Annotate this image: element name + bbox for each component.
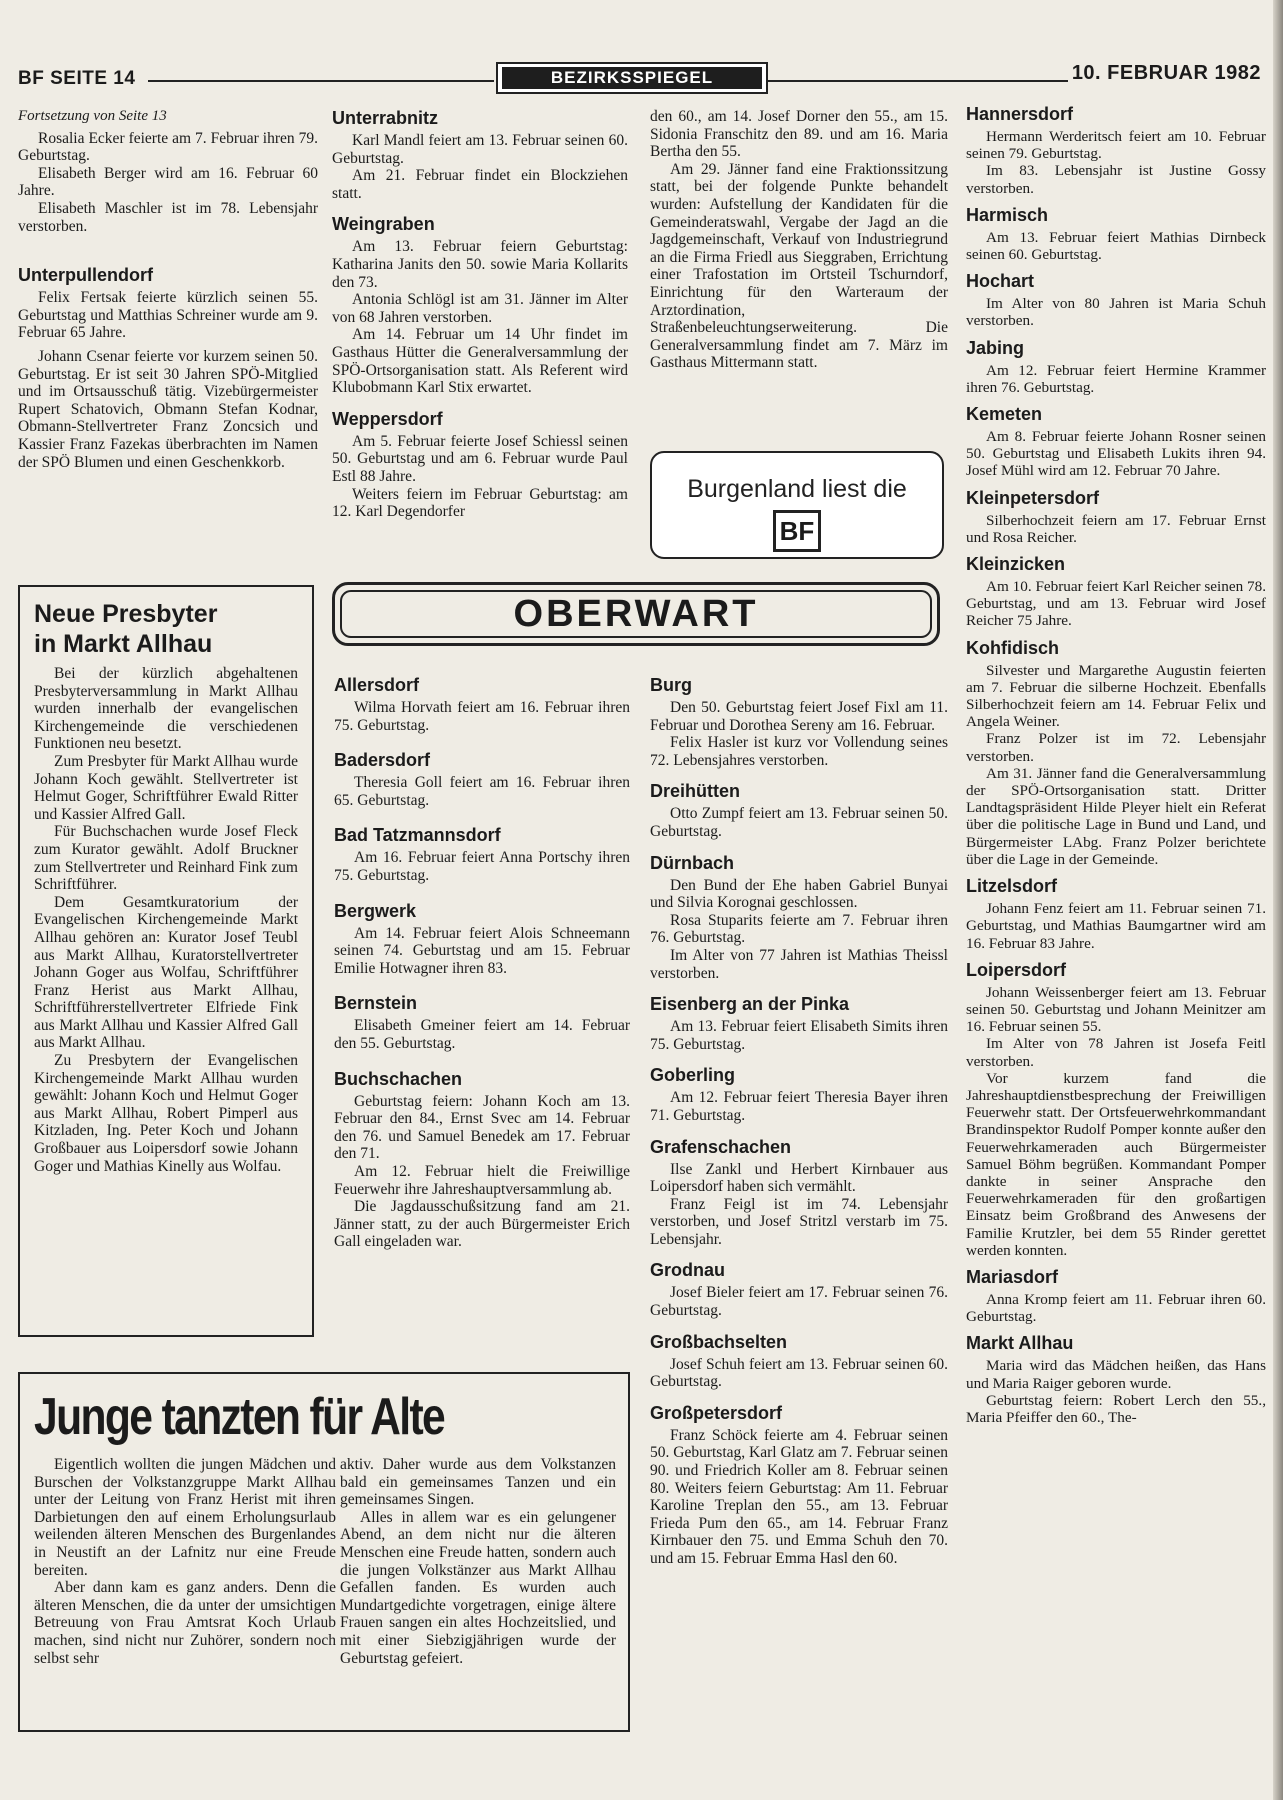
heading-mariasdorf: Mariasdorf xyxy=(966,1266,1059,1287)
paragraph: Rosalia Ecker feierte am 7. Februar ihren 79. Geburtstag. xyxy=(18,129,318,165)
heading-kemeten: Kemeten xyxy=(966,404,1043,425)
heading-kohfidisch: Kohfidisch xyxy=(966,637,1059,658)
paragraph: Die Jagdausschußsitzung fand am 21. Jänner statt, zu der auch Bürgermeister Erich Gall eingeladen war. xyxy=(334,1198,630,1251)
paragraph: Franz Schöck feierte am 4. Februar seinen 50. Geburtstag, Karl Glatz am 7. Februar seinen 90. und Friedrich Koller am 8. Februar seinen 80. Weiters feiern Geburtstag: Am 11. Februar Karoline Treplan den 55., am 13. Februar Frieda Pum den 65., am 14. Februar Franz Kirnbauer den 75. und Emma Schuh den 70. und am 15. Februar Emma Hasl den 60. xyxy=(650,1426,948,1567)
paragraph: Josef Schuh feiert am 13. Februar seinen 60. Geburtstag. xyxy=(650,1355,948,1391)
heading-litzelsdorf: Litzelsdorf xyxy=(966,876,1058,897)
heading-bergwerk: Bergwerk xyxy=(334,900,417,921)
paragraph: den 60., am 14. Josef Dorner den 55., am 15. Sidonia Franschitz den 89. und am 16. Maria Bertha den 55. xyxy=(650,108,948,161)
paragraph: Eigentlich wollten die jungen Mädchen und Burschen der Volkstanzgruppe Markt Allhau unter der Leitung von Franz Herist mit ihren Darbietungen den auf einem Erholungsurlaub weilenden älteren Menschen des Burgenlandes in Neustift an der Lafnitz nur eine Freude bereiten. xyxy=(34,1456,336,1579)
paragraph: Geburtstag feiern: Robert Lerch den 55., Maria Pfeiffer den 60., The- xyxy=(966,1391,1266,1426)
paragraph: Elisabeth Gmeiner feiert am 14. Februar den 55. Geburtstag. xyxy=(334,1017,630,1052)
page-header xyxy=(0,0,1283,110)
heading-eisenberg: Eisenberg an der Pinka xyxy=(650,994,850,1015)
paragraph: Den Bund der Ehe haben Gabriel Bunyai und Silvia Korognai geschlossen. xyxy=(650,876,948,912)
heading-grossbachselten: Großbachselten xyxy=(650,1331,788,1352)
heading-weingraben: Weingraben xyxy=(332,214,435,235)
paragraph: Dem Gesamtkuratorium der Evangelischen Kirchengemeinde Markt Allhau gehören an: Kurator Josef Teubl aus Markt Allhau, Kuratorstellvertreter Johann Goger aus Wolfau, Schriftführer Franz Herist aus Markt Allhau, Schriftführerstellvertreter Elfriede Fink aus Markt Allhau und Kassier Alfred Gall aus Markt Allhau. xyxy=(34,893,298,1052)
paragraph: Am 13. Februar feiert Mathias Dirnbeck seinen 60. Geburtstag. xyxy=(966,228,1266,264)
paragraph: Weiters feiern im Februar Geburtstag: am 12. Karl Degendorfer xyxy=(332,485,628,521)
paragraph: Am 12. Februar feiert Theresia Bayer ihren 71. Geburtstag. xyxy=(650,1089,948,1124)
paragraph: Franz Polzer ist im 72. Lebensjahr verstorben. xyxy=(966,730,1266,765)
presbyter-title-line-1: Neue Presbyter xyxy=(34,600,218,628)
paragraph: Am 8. Februar feierte Johann Rosner seinen 50. Geburtstag und Elisabeth Lukits ihren 94. Josef Mühl wird am 12. Februar 70 Jahre. xyxy=(966,428,1266,480)
heading-grodnau: Grodnau xyxy=(650,1260,725,1281)
oberwart-column-1 xyxy=(334,675,630,1251)
paragraph: Im Alter von 77 Jahren ist Mathias Theissl verstorben. xyxy=(650,946,948,982)
paragraph: Im 83. Lebensjahr ist Justine Gossy verstorben. xyxy=(966,162,1266,197)
district-title: OBERWART xyxy=(340,590,932,638)
paragraph: Elisabeth Maschler ist im 78. Lebensjahr verstorben. xyxy=(18,199,318,235)
paragraph: Im Alter von 80 Jahren ist Maria Schuh verstorben. xyxy=(966,295,1266,330)
heading-bernstein: Bernstein xyxy=(334,993,418,1014)
heading-buchschachen: Buchschachen xyxy=(334,1068,463,1089)
paragraph: Am 21. Februar findet ein Blockziehen statt. xyxy=(332,167,628,202)
page-number: BF SEITE 14 xyxy=(18,68,136,89)
column-3-top xyxy=(650,108,948,372)
heading-harmisch: Harmisch xyxy=(966,204,1049,225)
paragraph: Johann Weissenberger feiert am 13. Februar seinen 50. Geburtstag und Johann Meinitzer am 16. Februar seinen 55. xyxy=(966,983,1266,1036)
header-rule-left xyxy=(148,80,494,82)
paragraph: Am 12. Februar feiert Hermine Krammer ihren 76. Geburtstag. xyxy=(966,361,1266,396)
paragraph: Am 10. Februar feiert Karl Reicher seinen 78. Geburtstag, und am 13. Februar wird Josef Reicher 75 Jahre. xyxy=(966,578,1266,630)
column-1-top xyxy=(18,108,318,471)
paragraph: Zum Presbyter für Markt Allhau wurde Johann Koch gewählt. Stellvertreter ist Helmut Goger, Schriftführer Ewald Ritter und Kassier Alfred Gall. xyxy=(34,752,298,823)
heading-unterpullendorf: Unterpullendorf xyxy=(18,265,153,286)
presbyter-body xyxy=(34,665,298,1175)
paragraph: Vor kurzem fand die Jahreshauptdienstbesprechung der Freiwilligen Feuerwehr statt. Der Ortsfeuerwehrkommandant Brandinspektor Rudolf Pomper konnte außer den Feuerwehrkameraden auch Bürgermeister Samuel Böhm begrüßen. Kommandant Pomper dankte in seiner Ansprache den Feuerwehrkameraden für den großartigen Einsatz beim Großbrand des Anwesens der Familie Krutzler, bei dem 55 Rinder gerettet werden konnten. xyxy=(966,1069,1266,1259)
paragraph: Ilse Zankl und Herbert Kirnbauer aus Loipersdorf haben sich vermählt. xyxy=(650,1160,948,1196)
presbyter-title-line-2: in Markt Allhau xyxy=(34,630,213,658)
paragraph: Am 14. Februar feiert Alois Schneemann seinen 74. Geburtstag und am 15. Februar Emilie Hotwagner ihren 83. xyxy=(334,924,630,977)
paragraph: Am 14. Februar um 14 Uhr findet im Gasthaus Hütter die Generalversammlung der SPÖ-Ortsorganisation statt. Als Referent wird Klubobmann Karl Stix erwartet. xyxy=(332,326,628,397)
heading-hochart: Hochart xyxy=(966,271,1035,292)
heading-markt-allhau: Markt Allhau xyxy=(966,1333,1074,1354)
heading-kleinpetersdorf: Kleinpetersdorf xyxy=(966,487,1100,508)
page-edge xyxy=(1273,0,1283,1800)
paragraph: Am 12. Februar hielt die Freiwillige Feuerwehr ihre Jahreshauptversammlung ab. xyxy=(334,1162,630,1198)
paragraph: Hermann Werderitsch feiert am 10. Februar seinen 79. Geburtstag. xyxy=(966,128,1266,163)
district-banner xyxy=(332,582,940,646)
paragraph: Johann Csenar feierte vor kurzem seinen 50. Geburtstag. Er ist seit 30 Jahren SPÖ-Mitglied und im Ortsausschuß tätig. Vizebürgermeister Rupert Schatovich, Obmann Stefan Kodnar, Obmann-Stellvertreter Franz Zoncsich und Kassier Franz Fazekas überbrachten im Namen der SPÖ Blumen und einen Geschenkkorb. xyxy=(18,347,318,471)
junge-title: Junge tanzten für Alte xyxy=(34,1388,445,1446)
heading-grosspetersdorf: Großpetersdorf xyxy=(650,1402,783,1423)
heading-loipersdorf: Loipersdorf xyxy=(966,959,1067,980)
paragraph: Bei der kürzlich abgehaltenen Presbyterversammlung in Markt Allhau wurden innerhalb der evangelischen Kirchengemeinde die verschiedenen Funktionen neu besetzt. xyxy=(34,665,298,753)
paragraph: Antonia Schlögl ist am 31. Jänner im Alter von 68 Jahren verstorben. xyxy=(332,291,628,326)
heading-jabing: Jabing xyxy=(966,337,1025,358)
paragraph: Aber dann kam es ganz anders. Denn die älteren Menschen, die da unter der umsichtigen Betreuung von Frau Amtsrat Koch Urlaub machen, sind nicht nur Zuhörer, sondern noch selbst sehr xyxy=(34,1579,336,1667)
continued-note: Fortsetzung von Seite 13 xyxy=(18,108,167,124)
paragraph: Am 16. Februar feiert Anna Portschy ihren 75. Geburtstag. xyxy=(334,849,630,884)
section-label: BEZIRKSSPIEGEL xyxy=(502,67,762,89)
junge-column-right xyxy=(340,1456,616,1667)
paragraph: Franz Feigl ist im 74. Lebensjahr verstorben, und Josef Stritzl verstarb im 75. Lebensjahr. xyxy=(650,1195,948,1248)
heading-unterrabnitz: Unterrabnitz xyxy=(332,108,439,128)
paragraph: Anna Kromp feiert am 11. Februar ihren 60. Geburtstag. xyxy=(966,1290,1266,1326)
heading-badersdorf: Badersdorf xyxy=(334,750,431,771)
paragraph: Karl Mandl feiert am 13. Februar seinen 60. Geburtstag. xyxy=(332,132,628,167)
issue-date: 10. FEBRUAR 1982 xyxy=(1071,62,1261,84)
paragraph: Am 5. Februar feierte Josef Schiessl seinen 50. Geburtstag und am 6. Februar wurde Paul Estl 88 Jahre. xyxy=(332,432,628,485)
heading-burg: Burg xyxy=(650,675,692,695)
paragraph: Rosa Stuparits feierte am 7. Februar ihren 76. Geburtstag. xyxy=(650,911,948,947)
paragraph: Geburtstag feiern: Johann Koch am 13. Februar den 84., Ernst Svec am 14. Februar den 76. und Samuel Benedek am 17. Februar den 71. xyxy=(334,1092,630,1163)
heading-duernbach: Dürnbach xyxy=(650,852,735,873)
junge-column-left xyxy=(34,1456,336,1667)
bf-logo: BF xyxy=(773,510,821,552)
heading-kleinzicken: Kleinzicken xyxy=(966,554,1066,575)
heading-bad-tatzmannsdorf: Bad Tatzmannsdorf xyxy=(334,825,501,846)
paragraph: Den 50. Geburtstag feiert Josef Fixl am 11. Februar und Dorothea Sereny am 16. Februar. xyxy=(650,699,948,734)
oberwart-column-3 xyxy=(966,104,1266,1426)
paragraph: Felix Fertsak feierte kürzlich seinen 55. Geburtstag und Matthias Schreiner wurde am 9. Februar 65 Jahre. xyxy=(18,289,318,342)
heading-hannersdorf: Hannersdorf xyxy=(966,104,1074,124)
paragraph: Otto Zumpf feiert am 13. Februar seinen 50. Geburtstag. xyxy=(650,805,948,840)
oberwart-column-2 xyxy=(650,675,948,1568)
promo-text: Burgenland liest die xyxy=(687,475,907,503)
paragraph: Am 29. Jänner fand eine Fraktionssitzung statt, bei der folgende Punkte behandelt wurden: Aufstellung der Kandidaten für die Gemeinderatswahl, Vergabe der Jagd an die Jagdgemeinschaft, Verkauf von Industriegrund an die Firma Friedl aus Sieggraben, Errichtung einer Trafostation im Ortsteil Tschurndorf, Einrichtung für den Warteraum der Arztordination, Straßenbeleuchtungserweiterung. Die Generalversammlung findet am 7. März im Gasthaus Mittermann statt. xyxy=(650,160,948,372)
paragraph: Für Buchschachen wurde Josef Fleck zum Kurator gewählt. Adolf Bruckner zum Stellvertreter und Reinhard Fink zum Schriftführer. xyxy=(34,823,298,894)
paragraph: Johann Fenz feiert am 11. Februar seinen 71. Geburtstag, und Mathias Baumgartner wird am 16. Februar 83 Jahre. xyxy=(966,900,1266,952)
header-rule-right xyxy=(766,80,1068,82)
section-label-box xyxy=(496,62,768,94)
paragraph: Alles in allem war es ein gelungener Abend, an dem nicht nur die älteren Menschen eine Freude hatten, sondern auch die jungen Volkstänzer aus Markt Allhau Gefallen fanden. Es wurden auch Mundartgedichte vorgetragen, einige ältere Frauen sangen ein altes Hochzeitslied, und mit einer Siebzigjährigen wurde der Geburtstag gefeiert. xyxy=(340,1508,616,1667)
paragraph: Am 31. Jänner fand die Generalversammlung der SPÖ-Ortsorganisation statt. Dritter Landtagspräsident Hilde Pleyer hielt ein Referat über die politische Lage in Bund und Land, und Bürgermeister LAbg. Franz Polzer berichtete über die Lage in der Gemeinde. xyxy=(966,764,1266,868)
paragraph: Am 13. Februar feiern Geburtstag: Katharina Janits den 50. sowie Maria Kollarits den 73. xyxy=(332,238,628,291)
paragraph: Elisabeth Berger wird am 16. Februar 60 Jahre. xyxy=(18,164,318,200)
heading-weppersdorf: Weppersdorf xyxy=(332,408,443,429)
paragraph: Am 13. Februar feiert Elisabeth Simits ihren 75. Geburtstag. xyxy=(650,1018,948,1053)
heading-grafenschachen: Grafenschachen xyxy=(650,1136,792,1157)
paragraph: Zu Presbytern der Evangelischen Kirchengemeinde Markt Allhau wurden gewählt: Johann Koch und Helmut Goger aus Markt Allhau, Robert Pimperl aus Kitzladen, Ing. Peter Koch und Johann Großbauer aus Loipersdorf sowie Johann Goger und Mathias Kinelly aus Wolfau. xyxy=(34,1052,298,1175)
presbyter-article-box xyxy=(18,585,314,1337)
paragraph: Im Alter von 78 Jahren ist Josefa Feitl verstorben. xyxy=(966,1035,1266,1070)
promo-box xyxy=(650,451,944,559)
paragraph: Silvester und Margarethe Augustin feierten am 7. Februar die silberne Hochzeit. Ebenfalls Silberhochzeit feiern am 14. Februar Felix und Angela Weiner. xyxy=(966,661,1266,731)
heading-goberling: Goberling xyxy=(650,1065,735,1086)
column-2-top xyxy=(332,108,628,521)
paragraph: Josef Bieler feiert am 17. Februar seinen 76. Geburtstag. xyxy=(650,1284,948,1320)
heading-allersdorf: Allersdorf xyxy=(334,675,420,695)
paragraph: aktiv. Daher wurde aus dem Volkstanzen bald ein gemeinsames Tanzen und ein gemeinsames Singen. xyxy=(340,1456,616,1509)
heading-dreihuetten: Dreihütten xyxy=(650,781,740,802)
paragraph: Wilma Horvath feiert am 16. Februar ihren 75. Geburtstag. xyxy=(334,699,630,734)
paragraph: Theresia Goll feiert am 16. Februar ihren 65. Geburtstag. xyxy=(334,774,630,809)
paragraph: Silberhochzeit feiern am 17. Februar Ernst und Rosa Reicher. xyxy=(966,511,1266,546)
paragraph: Maria wird das Mädchen heißen, das Hans und Maria Raiger geboren wurde. xyxy=(966,1357,1266,1392)
junge-article-box xyxy=(18,1372,630,1732)
paragraph: Felix Hasler ist kurz vor Vollendung seines 72. Lebensjahres verstorben. xyxy=(650,734,948,769)
